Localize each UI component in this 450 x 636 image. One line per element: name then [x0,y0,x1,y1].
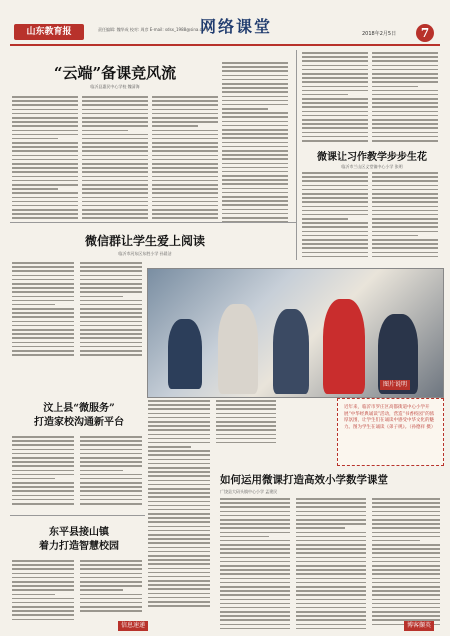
section-divider [10,515,145,516]
photo-caption-box [337,398,444,466]
column-divider [296,50,297,260]
article-byline: 广饶县大码头镇中心小学 孟建民 [220,489,278,494]
editor-info: 责任编辑: 魏华成 校对: 周彦 E-mail: sdsx_1988@sina.com [98,27,209,32]
article-body [302,172,368,260]
article-body [80,560,142,614]
article-body [80,436,142,507]
section-tag: 博客撷英 [404,621,434,631]
section-tag: 信息速递 [118,621,148,631]
article-headline: “云端”备课竞风流 [53,64,177,82]
article-body [372,172,438,260]
article-headline: 东平县接山镇 着力打造智慧校园 [39,527,119,552]
article-body [152,96,218,226]
article-body [148,400,210,609]
article-byline: 临沂市河东区东胜小学 孙晨洁 [118,251,172,256]
photo-caption: 近年来，临沂市罗庄区高都街道中心小学开展“中华经典诵读”活动，营造“书香校园”的浓厚氛围，让学生们在诵读中感受中华文化的魅力。图为学生在诵读《弟子规》。（孙德祥 摄） [344,405,436,430]
article-body [220,498,290,632]
article-body [372,498,440,628]
news-photo [147,268,444,398]
article-headline: 微课让习作教学步步生花 [317,152,427,163]
article-body [302,52,368,144]
article-headline: 如何运用微课打造高效小学数学课堂 [220,474,388,486]
article-headline: 微信群让学生爱上阅读 [84,234,205,248]
article-body [12,262,74,358]
page-number: 7 [416,24,434,42]
article-body [82,96,148,226]
article-body [222,62,288,225]
article-body [12,96,78,226]
article-byline: 临沂县惠民中心学校 魏清海 [90,84,140,89]
section-title: 网络课堂 [200,17,273,36]
article-headline: 汶上县“微服务” 打造家校沟通新平台 [34,403,124,428]
article-body [372,52,438,144]
article-body [12,436,74,507]
section-divider [10,222,296,223]
masthead [0,0,450,44]
article-body [296,498,366,632]
issue-date: 2018年2月5日 [362,31,397,37]
article-body [80,262,142,358]
section-tag: 图片说明 [380,380,410,390]
article-body [216,400,276,446]
newspaper-logo: 山东教育报 [14,24,84,40]
article-body [12,560,74,623]
masthead-rule [10,44,440,46]
article-byline: 临沂市兰山区义堂镇中心小学 张明 [341,164,403,169]
